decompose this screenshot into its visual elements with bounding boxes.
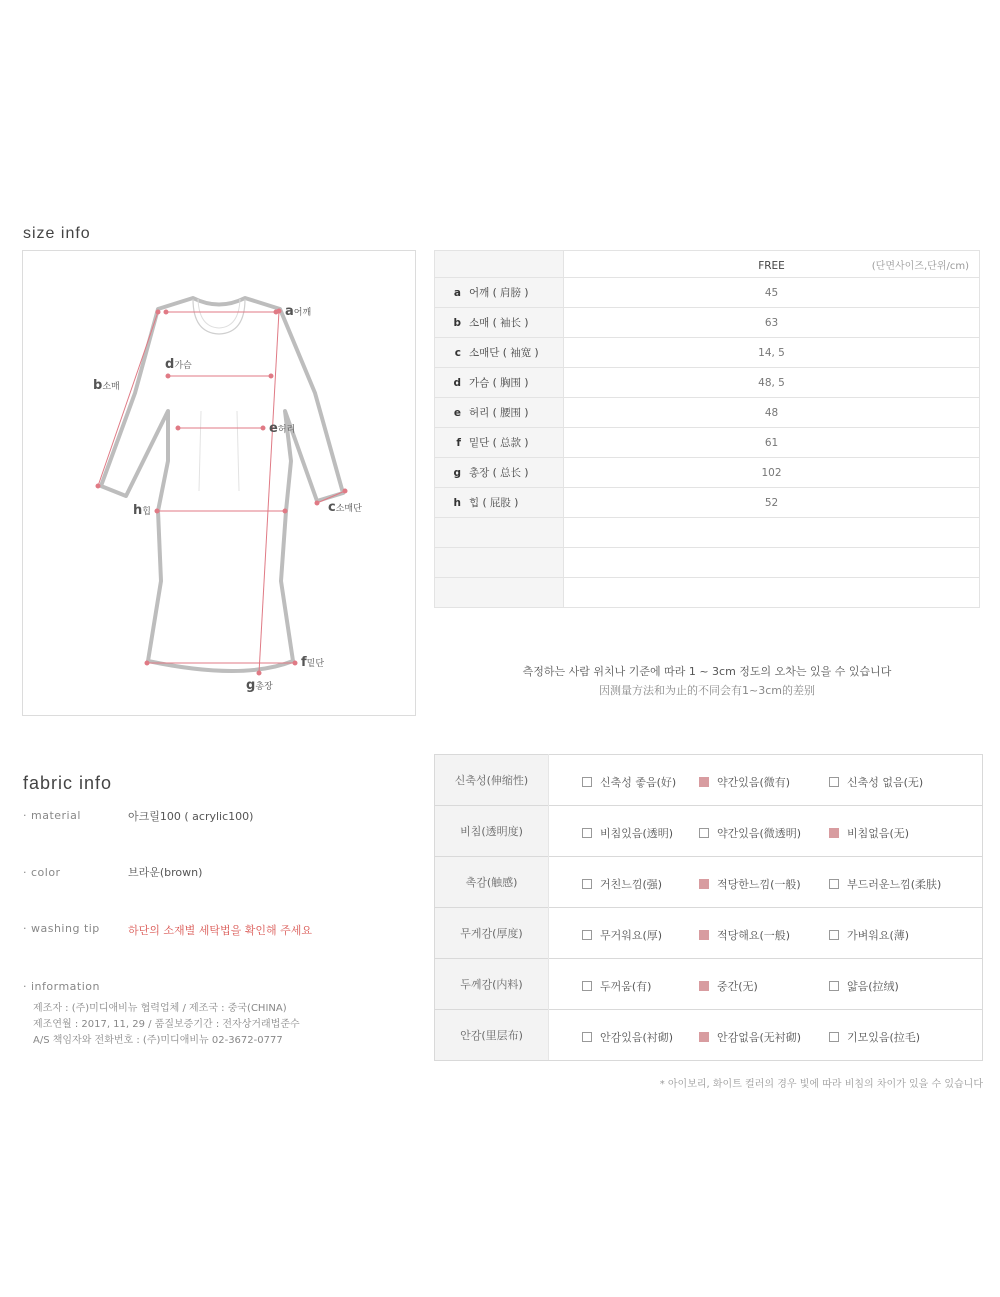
unit-note: (단면사이즈,단위/cm) bbox=[871, 261, 969, 272]
material-label: · material bbox=[23, 809, 81, 822]
option-selected: 약간있음(微有) bbox=[699, 774, 790, 790]
checkbox-checked-icon bbox=[699, 981, 709, 991]
info-line: A/S 책임자와 전화번호 : (주)미디애비뉴 02-3672-0777 bbox=[33, 1035, 283, 1046]
label-g-text: 총장 bbox=[255, 682, 273, 692]
size-header-cell bbox=[564, 251, 980, 278]
label-d-letter: d bbox=[165, 357, 175, 372]
option-selected: 비침없음(无) bbox=[829, 825, 909, 841]
svg-text:b소매 bbox=[93, 378, 120, 393]
table-row-empty bbox=[435, 578, 980, 608]
checkbox-icon bbox=[582, 1032, 592, 1042]
checkbox-icon bbox=[582, 930, 592, 940]
option-unselected: 비침있음(透明) bbox=[582, 825, 673, 841]
measurement-note bbox=[434, 662, 980, 700]
option-unselected: 두꺼움(有) bbox=[582, 978, 651, 994]
size-table-header bbox=[435, 251, 980, 278]
option-unselected: 거친느낌(强) bbox=[582, 876, 662, 892]
size-table-corner bbox=[435, 251, 564, 278]
row-label: 힙 ( 屁股 ) bbox=[469, 497, 519, 509]
row-label: 소매단 ( 袖宽 ) bbox=[469, 347, 539, 359]
property-row bbox=[435, 908, 983, 959]
size-table bbox=[434, 250, 980, 608]
checkbox-icon bbox=[829, 879, 839, 889]
row-value: 14, 5 bbox=[564, 338, 980, 368]
label-c-text: 소매단 bbox=[335, 504, 362, 514]
row-label: 총장 ( 总长 ) bbox=[469, 467, 529, 479]
property-row bbox=[435, 755, 983, 806]
table-row bbox=[435, 368, 980, 398]
label-g-letter: g bbox=[246, 678, 256, 693]
row-label: 가슴 ( 胸围 ) bbox=[469, 377, 529, 389]
color-label: · color bbox=[23, 866, 61, 879]
option-unselected: 부드러운느낌(柔肤) bbox=[829, 876, 941, 892]
checkbox-icon bbox=[582, 981, 592, 991]
table-row bbox=[435, 338, 980, 368]
label-a-letter: a bbox=[285, 304, 294, 319]
property-label: 무게감(厚度) bbox=[435, 908, 549, 959]
label-c-letter: c bbox=[328, 500, 336, 515]
table-row bbox=[435, 278, 980, 308]
option-unselected: 신축성 없음(无) bbox=[829, 774, 923, 790]
checkbox-checked-icon bbox=[699, 777, 709, 787]
manufacturer-info bbox=[33, 1001, 300, 1049]
fabric-note: * 아이보리, 화이트 컬러의 경우 빛에 따라 비침의 차이가 있을 수 있습니다 bbox=[659, 1079, 983, 1090]
row-letter: e bbox=[453, 407, 461, 419]
row-label: 허리 ( 腰围 ) bbox=[469, 407, 529, 419]
checkbox-checked-icon bbox=[699, 879, 709, 889]
checkbox-icon bbox=[582, 828, 592, 838]
table-row-empty bbox=[435, 548, 980, 578]
option-selected: 중간(无) bbox=[699, 978, 758, 994]
row-letter: g bbox=[453, 467, 461, 479]
option-selected: 안감없음(无衬砌) bbox=[699, 1029, 801, 1045]
material-value: 아크릴100 ( acrylic100) bbox=[128, 810, 254, 823]
table-row-empty bbox=[435, 518, 980, 548]
info-line: 제조연월 : 2017, 11, 29 / 품질보증기간 : 전자상거래법준수 bbox=[33, 1019, 300, 1030]
option-unselected: 얇음(拉绒) bbox=[829, 978, 899, 994]
row-letter: h bbox=[453, 497, 461, 509]
table-row bbox=[435, 458, 980, 488]
option-selected: 적당해요(一般) bbox=[699, 927, 790, 943]
row-label: 밑단 ( 总款 ) bbox=[469, 437, 529, 449]
checkbox-icon bbox=[582, 879, 592, 889]
color-value: 브라운(brown) bbox=[128, 866, 203, 879]
checkbox-checked-icon bbox=[699, 930, 709, 940]
option-unselected: 안감있음(衬砌) bbox=[582, 1029, 673, 1045]
measurement-note-cn: 因测量方法和为止的不同会有1~3cm的差别 bbox=[599, 684, 815, 697]
row-value: 61 bbox=[564, 428, 980, 458]
row-letter: c bbox=[454, 347, 461, 359]
garment-diagram bbox=[22, 250, 416, 716]
row-label: 어깨 ( 肩膀 ) bbox=[469, 287, 529, 299]
svg-text:f밑단 bbox=[301, 655, 324, 670]
row-value: 52 bbox=[564, 488, 980, 518]
row-value: 45 bbox=[564, 278, 980, 308]
checkbox-icon bbox=[699, 828, 709, 838]
property-label: 두께감(内料) bbox=[435, 959, 549, 1010]
checkbox-icon bbox=[829, 981, 839, 991]
svg-text:c소매단 bbox=[328, 500, 362, 515]
property-row bbox=[435, 1010, 983, 1061]
checkbox-icon bbox=[829, 930, 839, 940]
label-h-text: 힙 bbox=[142, 507, 151, 517]
table-row bbox=[435, 428, 980, 458]
property-row bbox=[435, 806, 983, 857]
option-unselected: 기모있음(拉毛) bbox=[829, 1029, 920, 1045]
row-letter: b bbox=[453, 317, 461, 329]
svg-text:g총장 bbox=[246, 678, 273, 693]
size-info-title: size info bbox=[23, 225, 91, 242]
label-e-letter: e bbox=[269, 421, 278, 436]
option-unselected: 약간있음(微透明) bbox=[699, 825, 801, 841]
row-letter: d bbox=[453, 377, 461, 389]
info-line: 제조자 : (주)미디애비뉴 협력업체 / 제조국 : 중국(CHINA) bbox=[33, 1003, 287, 1014]
fabric-properties-table bbox=[434, 754, 983, 1061]
label-f-text: 밑단 bbox=[306, 659, 325, 669]
row-value: 102 bbox=[564, 458, 980, 488]
label-f-letter: f bbox=[301, 655, 307, 670]
row-value: 48, 5 bbox=[564, 368, 980, 398]
row-value: 48 bbox=[564, 398, 980, 428]
information-label: · information bbox=[23, 980, 100, 993]
checkbox-icon bbox=[829, 777, 839, 787]
checkbox-icon bbox=[829, 1032, 839, 1042]
svg-text:a어깨 bbox=[285, 304, 311, 319]
table-row bbox=[435, 488, 980, 518]
svg-text:h힙 bbox=[133, 503, 151, 518]
row-letter: f bbox=[456, 437, 461, 449]
label-a-text: 어깨 bbox=[293, 308, 312, 318]
label-e-text: 허리 bbox=[277, 425, 296, 435]
label-b-letter: b bbox=[93, 378, 103, 393]
property-label: 신축성(伸缩性) bbox=[435, 755, 549, 806]
checkbox-checked-icon bbox=[699, 1032, 709, 1042]
table-row bbox=[435, 308, 980, 338]
property-row bbox=[435, 857, 983, 908]
row-label: 소매 ( 袖长 ) bbox=[469, 317, 529, 329]
washing-tip-label: · washing tip bbox=[23, 922, 100, 935]
property-label: 안감(里层布) bbox=[435, 1010, 549, 1061]
option-selected: 적당한느낌(一般) bbox=[699, 876, 801, 892]
option-unselected: 가벼워요(薄) bbox=[829, 927, 909, 943]
property-row bbox=[435, 959, 983, 1010]
washing-tip-value: 하단의 소재별 세탁법을 확인해 주세요 bbox=[128, 924, 313, 937]
row-letter: a bbox=[453, 287, 461, 299]
size-header-free: FREE bbox=[758, 260, 785, 272]
row-value: 63 bbox=[564, 308, 980, 338]
measurement-note-ko: 측정하는 사람 위치나 기준에 따라 1 ~ 3cm 정도의 오차는 있을 수 있습니다 bbox=[522, 665, 892, 678]
checkbox-checked-icon bbox=[829, 828, 839, 838]
label-b-text: 소매 bbox=[102, 382, 120, 392]
property-label: 촉감(触感) bbox=[435, 857, 549, 908]
property-label: 비침(透明度) bbox=[435, 806, 549, 857]
fabric-info-title: fabric info bbox=[23, 773, 113, 793]
dress-illustration bbox=[23, 251, 415, 715]
table-row bbox=[435, 398, 980, 428]
label-h-letter: h bbox=[133, 503, 143, 518]
option-unselected: 신축성 좋음(好) bbox=[582, 774, 676, 790]
checkbox-icon bbox=[582, 777, 592, 787]
option-unselected: 무거워요(厚) bbox=[582, 927, 662, 943]
label-d-text: 가슴 bbox=[174, 361, 192, 371]
